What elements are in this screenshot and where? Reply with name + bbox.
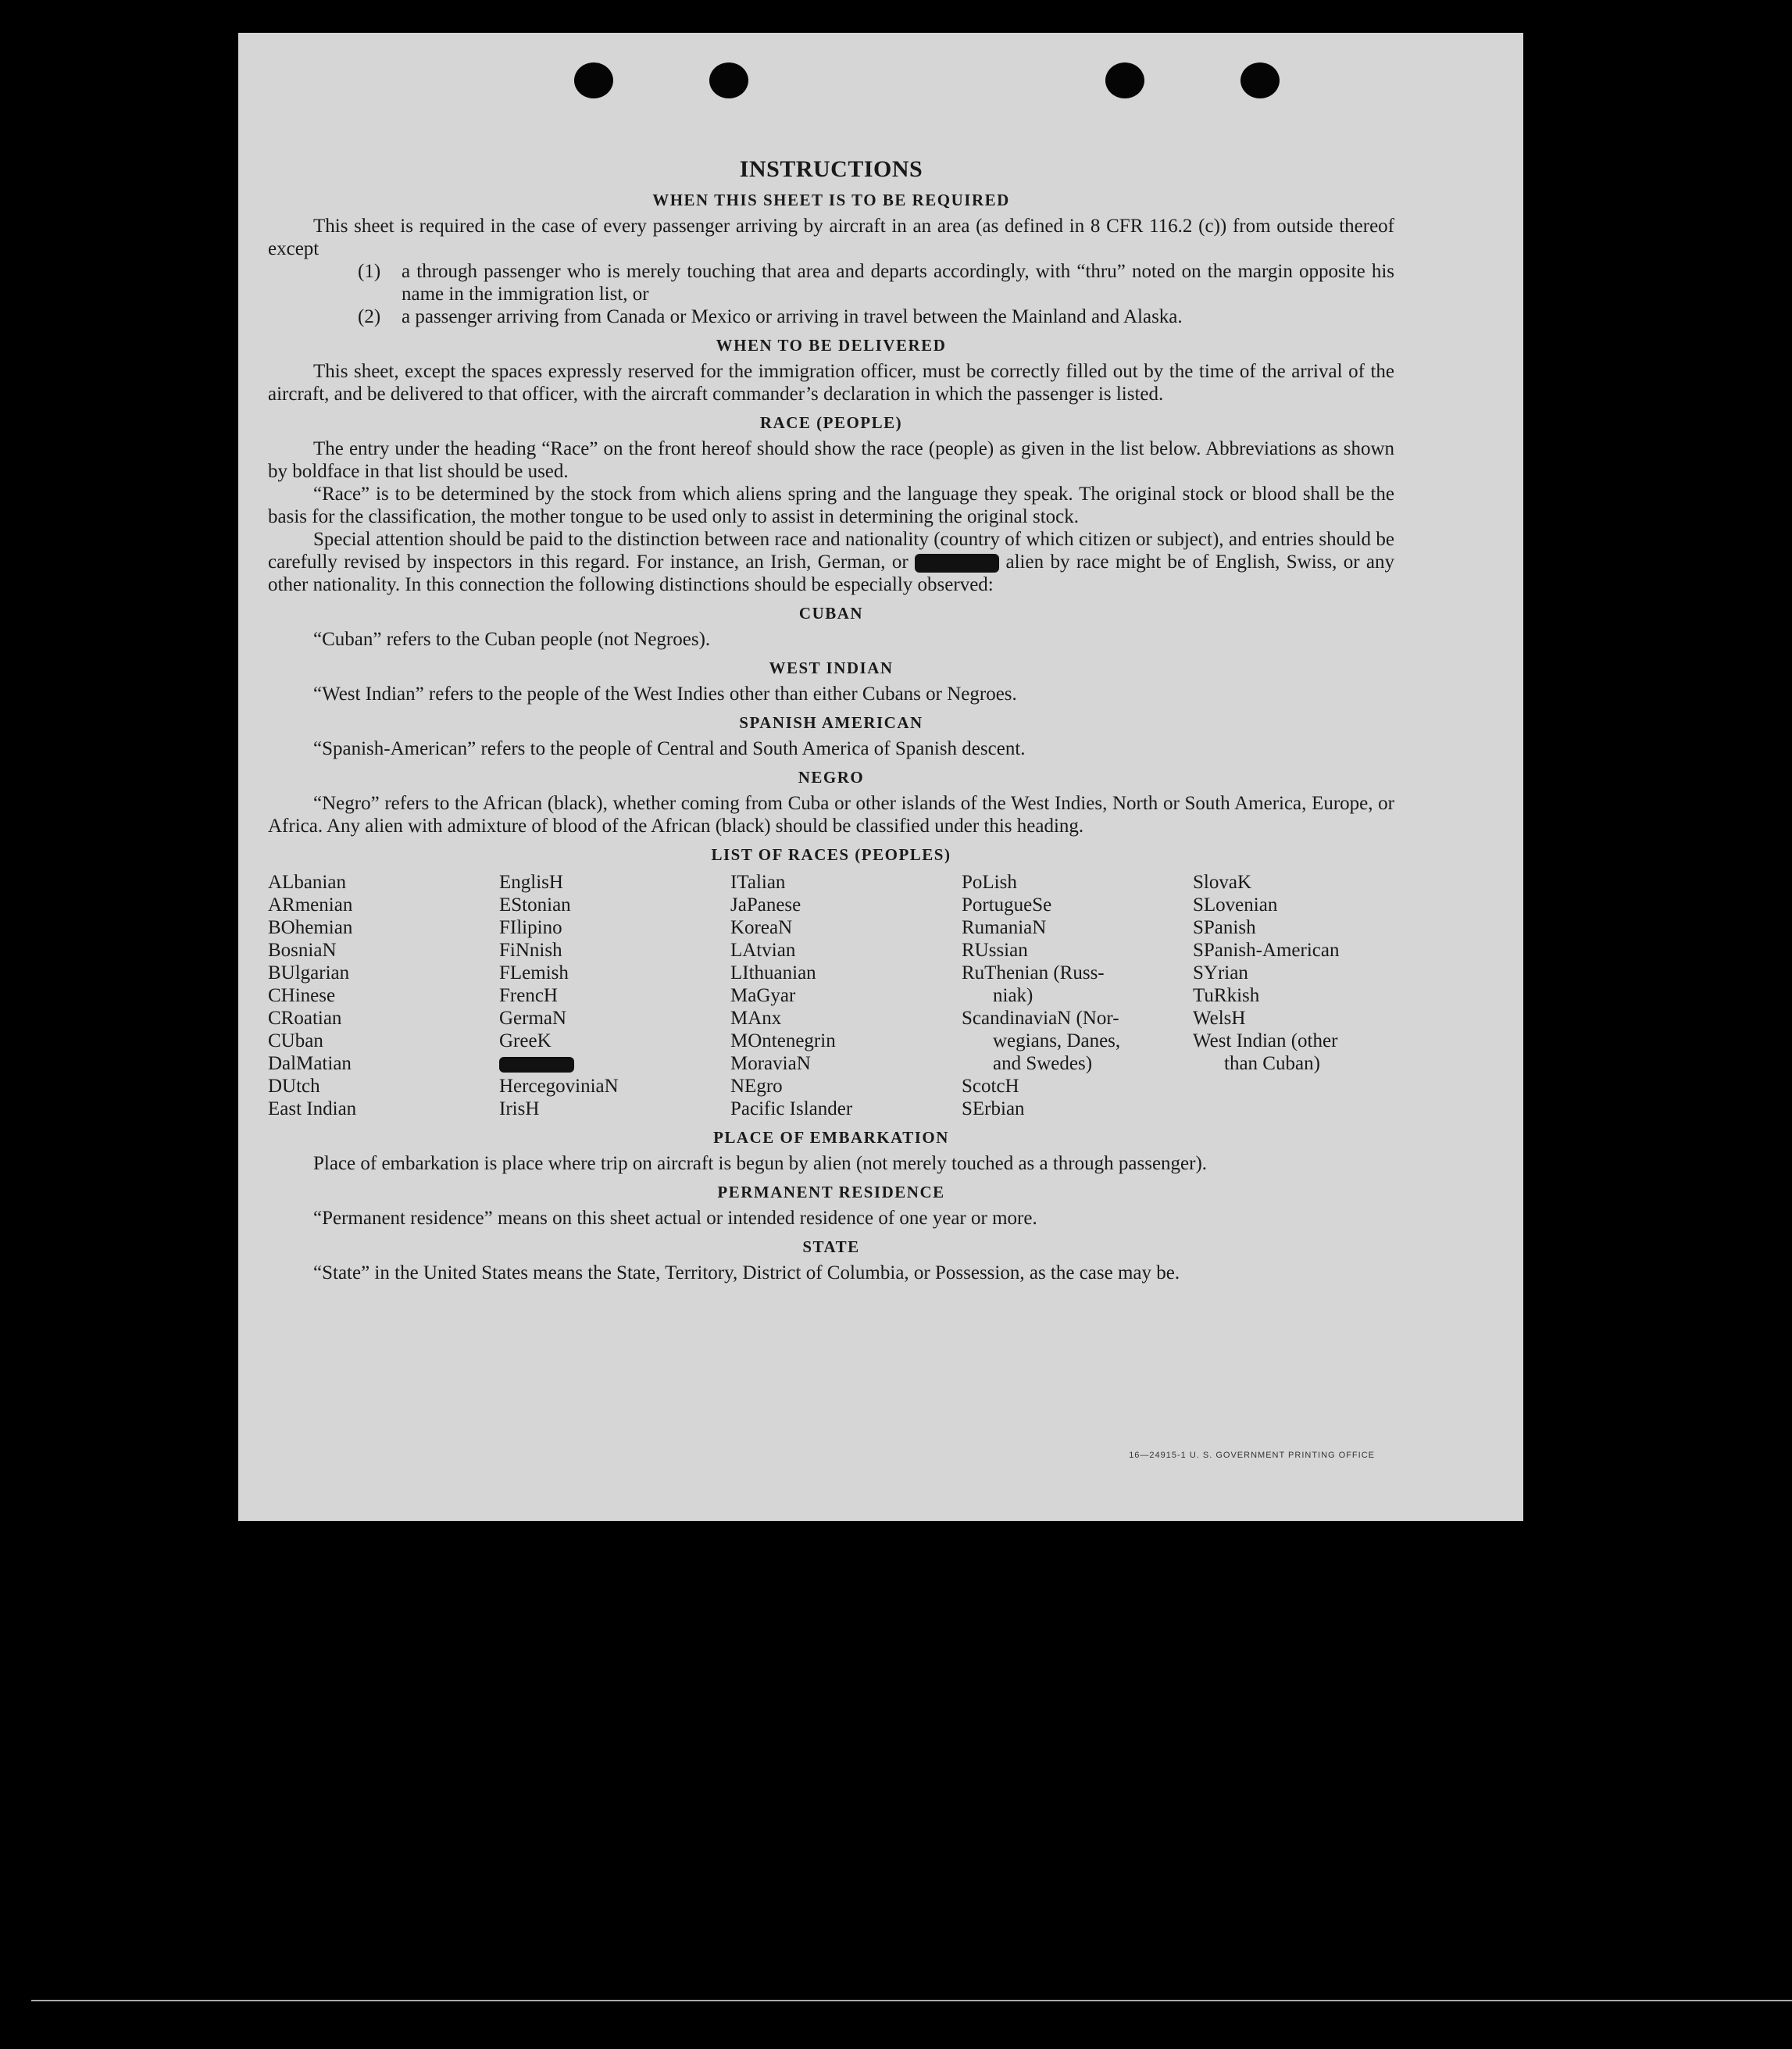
section-heading: PLACE OF EMBARKATION [713,1128,949,1147]
paragraph: “State” in the United States means the State, Territory, District of Columbia, or Possession, as the case may be. [313,1262,1180,1283]
section-heading: NEGRO [798,768,865,787]
race-column: EnglisH EStonian FIlipino FiNnish FLemish FrencH GermaN GreeK HercegoviniaN IrisH [499,871,730,1120]
race-column: ITalian JaPanese KoreaN LAtvian LIthuanian MaGyar MAnx MOntenegrin MoraviaN NEgro Pacific Islander [730,872,853,1119]
paragraph: The entry under the heading “Race” on the front hereof should show the race (people) as given in the list below. Abbreviations as shown by boldface in that list should be used. [268,438,1394,482]
paragraph: Place of embarkation is place where trip on aircraft is begun by alien (not merely touched as a through passenger). [313,1153,1208,1174]
redacted-entry [499,1052,730,1075]
paragraph: “Negro” refers to the African (black), whether coming from Cuba or other islands of the West Indies, North or South America, Europe, or Africa. Any alien with admixture of blood of the African (black) should be classified under this heading. [268,793,1394,837]
section-heading: WHEN TO BE DELIVERED [716,336,947,355]
paragraph: This sheet, except the spaces expressly reserved for the immigration officer, must be correctly filled out by the time of the arrival of the aircraft, and be delivered to that officer, with the aircraft commander’s declaration in which the passenger is listed. [268,361,1394,405]
section-heading: LIST OF RACES (PEOPLES) [711,845,951,864]
race-column: PoLish PortugueSe RumaniaN RUssian RuThenian (Russ- niak) ScandinaviaN (Nor- wegians, Danes, and Swedes) ScotcH SErbian [962,872,1121,1119]
paragraph: “Cuban” refers to the Cuban people (not Negroes). [313,629,711,650]
printer-imprint: 16—24915-1 U. S. GOVERNMENT PRINTING OFFICE [1129,1451,1375,1460]
paragraph: “Spanish-American” refers to the people of Central and South America of Spanish descent. [313,738,1026,759]
race-list [268,871,1394,1120]
race-column: ALbanian ARmenian BOhemian BosniaN BUlgarian CHinese CRoatian CUban DalMatian DUtch East Indian [268,872,357,1119]
redaction-mark [499,1057,574,1073]
scan-edge-line [31,2000,1792,2001]
paragraph: Special attention should be paid to the distinction between race and nationality (country of which citizen or subject), and entries should be carefully revised by inspectors in this regard. For instance, an Irish, German, or alien by race might be of English, Swiss, or any other nationality. In this connection the following distinctions should be especially observed: [268,529,1395,595]
paragraph: “Permanent residence” means on this sheet actual or intended residence of one year or more. [313,1208,1037,1229]
punch-hole [1105,62,1144,98]
section-heading: WEST INDIAN [769,659,894,677]
punch-hole [1240,62,1280,98]
redaction-mark [915,554,999,573]
section-heading: RACE (PEOPLE) [759,413,903,432]
paragraph: This sheet is required in the case of every passenger arriving by aircraft in an area (as defined in 8 CFR 116.2 (c)) from outside thereof except [268,216,1394,259]
list-item: (1) a through passenger who is merely touching that area and departs accordingly, with “thru” noted on the margin opposite his name in the immigration list, or [358,261,1394,305]
list-item: (2) a passenger arriving from Canada or Mexico or arriving in travel between the Mainland and Alaska. [358,306,1183,327]
section-heading: STATE [802,1237,860,1256]
punch-hole [574,62,613,98]
sheet-content [268,125,1394,1284]
section-heading: PERMANENT RESIDENCE [717,1183,945,1201]
section-heading: WHEN THIS SHEET IS TO BE REQUIRED [652,191,1010,209]
paragraph: “West Indian” refers to the people of the West Indies other than either Cubans or Negroes. [313,684,1017,705]
paragraph: “Race” is to be determined by the stock from which aliens spring and the language they speak. The original stock or blood shall be the basis for the classification, the mother tongue to be used only to assist in determining the original stock. [268,484,1394,527]
page-title: INSTRUCTIONS [739,156,923,182]
race-column: SlovaK SLovenian SPanish SPanish-American SYrian TuRkish WelsH West Indian (other than Cuban) [1193,872,1340,1074]
section-heading: SPANISH AMERICAN [739,713,923,732]
punch-hole [709,62,748,98]
section-heading: CUBAN [798,604,864,623]
instruction-sheet [238,33,1523,1521]
